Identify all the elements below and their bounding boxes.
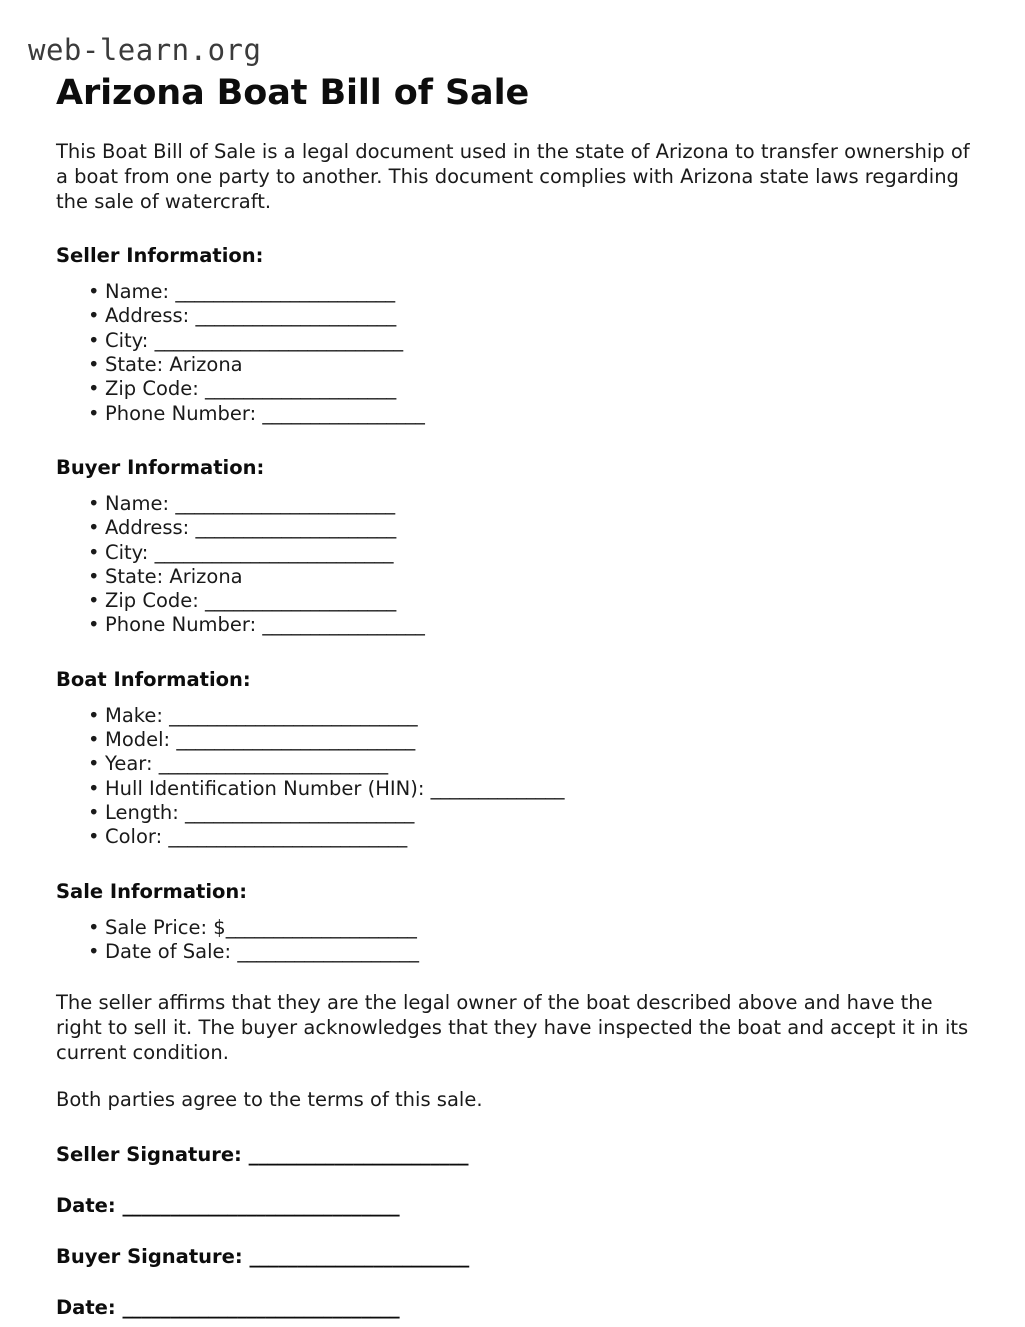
field-label: Address: <box>105 516 196 540</box>
field-label: Sale Price: $ <box>105 915 226 939</box>
field-blank-line[interactable]: _____________________ <box>195 304 396 328</box>
field-blank-line[interactable]: _____________________ <box>195 516 396 540</box>
field-blank-line[interactable]: _________________________ <box>168 825 408 849</box>
field-label: Name: <box>105 280 176 304</box>
buyer-signature-blank[interactable]: _______________________ <box>249 1245 470 1269</box>
field-label: Address: <box>105 304 196 328</box>
list-item <box>56 492 970 516</box>
field-blank-line[interactable]: _________________ <box>262 613 425 637</box>
list-item <box>56 402 970 426</box>
list-item <box>56 752 970 776</box>
field-label: City: <box>105 540 155 564</box>
document-content <box>28 0 970 1320</box>
field-label: Phone Number: <box>105 613 263 637</box>
field-blank-line[interactable]: _________________ <box>262 401 425 425</box>
field-blank-line[interactable]: _______________________ <box>175 491 395 515</box>
field-label: Color: <box>105 825 169 849</box>
field-blank-line[interactable]: ____________________ <box>225 915 417 939</box>
buyer-information-field-list <box>56 492 970 638</box>
buyer-signature-line <box>56 1245 970 1269</box>
list-item <box>56 728 970 752</box>
list-item <box>56 280 970 304</box>
agreement-paragraph: Both parties agree to the terms of this sale. <box>56 1088 483 1112</box>
section-heading-boat-information: Boat Information: <box>56 667 251 691</box>
section-heading-buyer-information: Buyer Information: <box>56 455 265 479</box>
section-heading-seller-information: Seller Information: <box>56 244 264 268</box>
buyer-date-blank[interactable]: _____________________________ <box>122 1296 400 1320</box>
field-blank-line[interactable]: ________________________ <box>158 752 388 776</box>
field-label: Hull Identification Number (HIN): <box>105 776 431 800</box>
field-blank-line[interactable]: __________________________ <box>169 703 418 727</box>
list-item <box>56 565 970 589</box>
field-label: Zip Code: <box>105 589 206 613</box>
list-item <box>56 304 970 328</box>
site-brand-watermark: web-learn.org <box>28 33 262 67</box>
list-item <box>56 377 970 401</box>
field-label: Model: <box>105 728 177 752</box>
seller-information-field-list <box>56 280 970 426</box>
field-label: City: <box>105 328 155 352</box>
field-label: Make: <box>105 703 170 727</box>
intro-paragraph: This Boat Bill of Sale is a legal document used in the state of Arizona to transfer ownership of a boat from one party to another. This document complies with Arizona state laws regarding the sale of watercraft. <box>56 140 970 214</box>
field-label: Length: <box>105 800 186 824</box>
list-item <box>56 516 970 540</box>
list-item <box>56 541 970 565</box>
list-item <box>56 940 970 964</box>
field-label: Phone Number: <box>105 401 263 425</box>
field-blank-line[interactable]: ______________ <box>430 776 565 800</box>
seller-signature-line <box>56 1143 970 1167</box>
field-blank-line[interactable]: ________________________ <box>185 800 415 824</box>
field-label: Year: <box>105 752 159 776</box>
field-label: Name: <box>105 491 176 515</box>
sale-information-field-list <box>56 916 970 965</box>
buyer-date-line <box>56 1296 970 1320</box>
field-blank-line[interactable]: _______________________ <box>175 280 395 304</box>
field-blank-line[interactable]: __________________________ <box>154 328 403 352</box>
buyer-signature-label: Buyer Signature: <box>56 1245 250 1269</box>
list-item <box>56 801 970 825</box>
boat-information-field-list <box>56 704 970 850</box>
seller-date-label: Date: <box>56 1194 123 1218</box>
seller-date-blank[interactable]: _____________________________ <box>122 1194 400 1218</box>
list-item <box>56 329 970 353</box>
field-label: State: Arizona <box>105 353 243 377</box>
field-blank-line[interactable]: _________________________ <box>154 540 394 564</box>
field-blank-line[interactable]: _________________________ <box>176 728 416 752</box>
page-title: Arizona Boat Bill of Sale <box>56 73 530 113</box>
buyer-date-label: Date: <box>56 1296 123 1320</box>
field-blank-line[interactable]: ____________________ <box>205 589 397 613</box>
list-item <box>56 777 970 801</box>
section-heading-sale-information: Sale Information: <box>56 879 248 903</box>
list-item <box>56 613 970 637</box>
field-label: Zip Code: <box>105 377 206 401</box>
list-item <box>56 353 970 377</box>
affirmation-paragraph: The seller affirms that they are the legal owner of the boat described above and have the right to sell it. The buyer acknowledges that they have inspected the boat and accept it in its current condition. <box>56 991 969 1065</box>
field-blank-line[interactable]: ___________________ <box>237 939 419 963</box>
seller-signature-blank[interactable]: _______________________ <box>248 1143 469 1167</box>
seller-date-line <box>56 1194 970 1218</box>
list-item <box>56 589 970 613</box>
field-blank-line[interactable]: ____________________ <box>205 377 397 401</box>
field-label: Date of Sale: <box>105 939 238 963</box>
list-item <box>56 704 970 728</box>
list-item <box>56 825 970 849</box>
seller-signature-label: Seller Signature: <box>56 1143 249 1167</box>
list-item <box>56 916 970 940</box>
field-label: State: Arizona <box>105 564 243 588</box>
